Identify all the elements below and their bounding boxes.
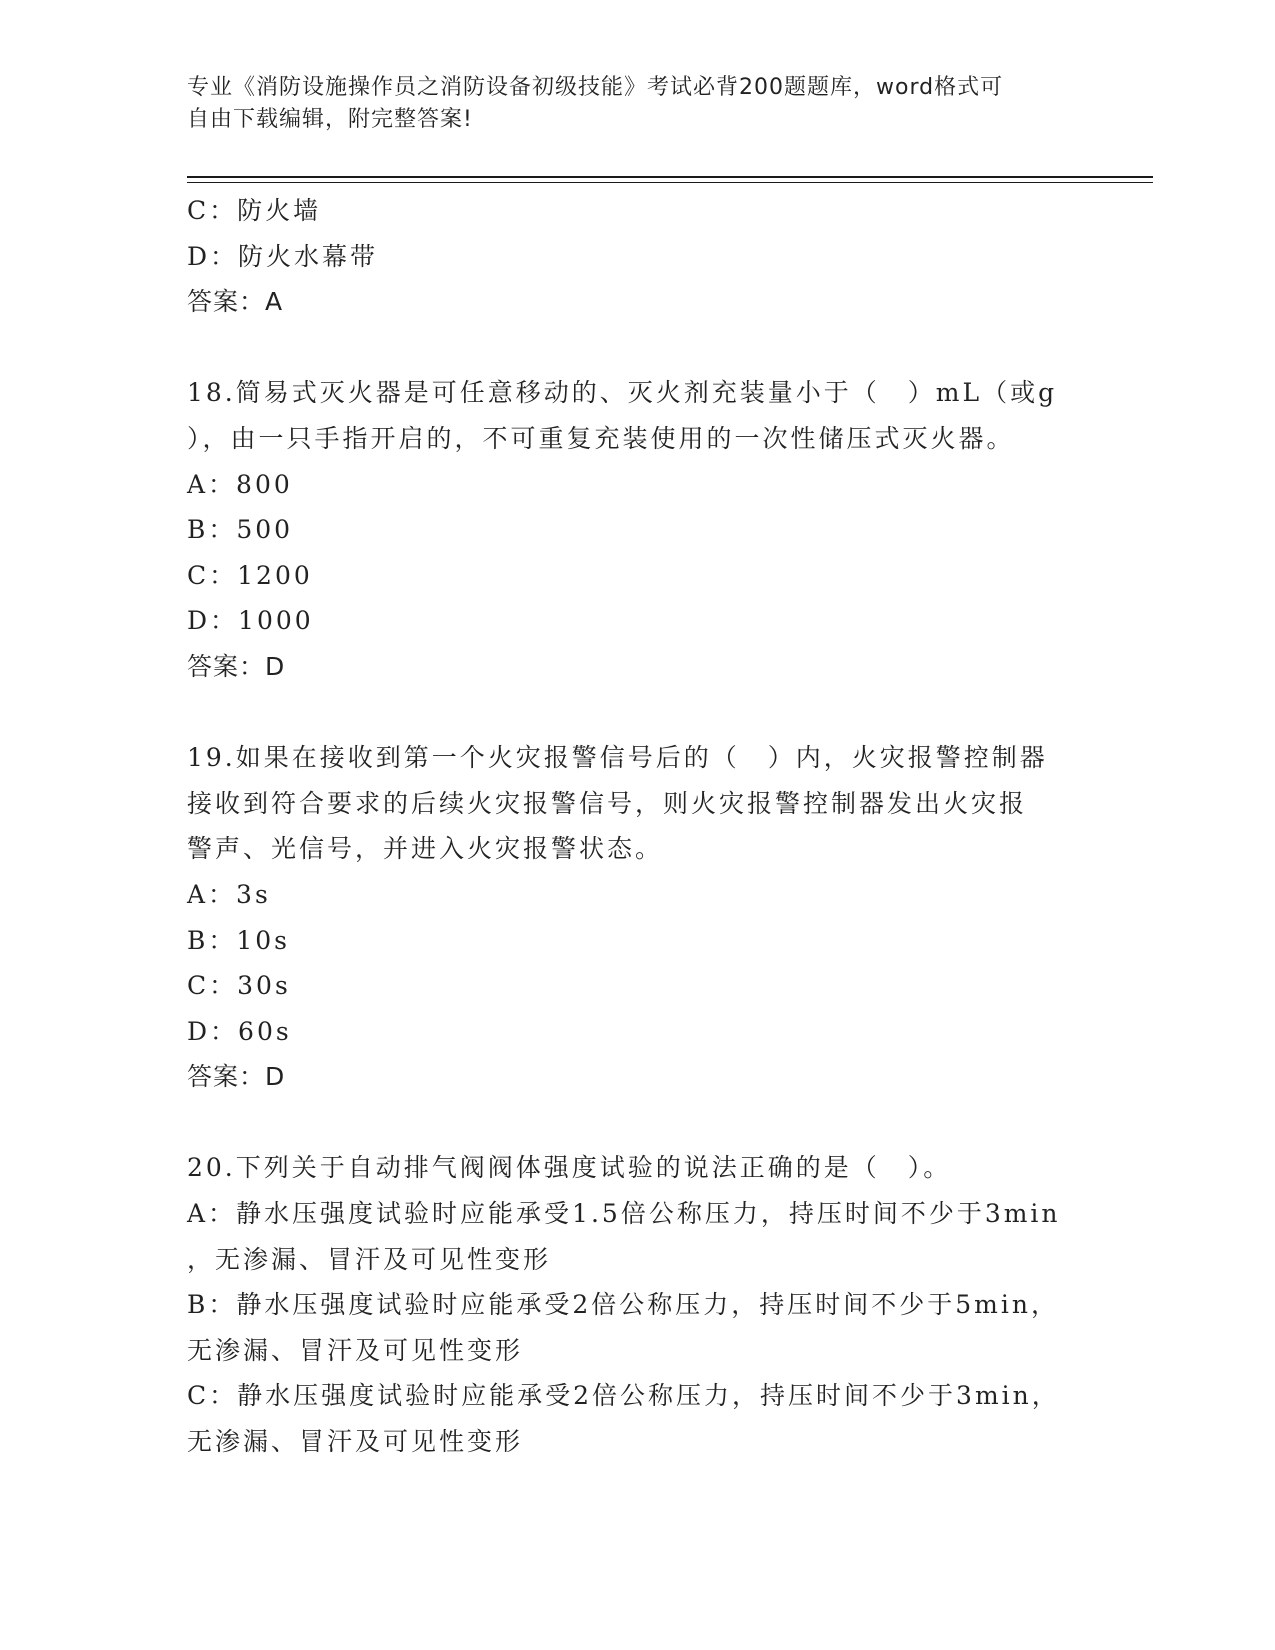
q17-option-c: C：防火墙 [187, 196, 322, 225]
q18-option-b: B：500 [187, 515, 294, 545]
q19-stem-line-2: 接收到符合要求的后续火灾报警信号，则火灾报警控制器发出火灾报 [187, 788, 1028, 818]
question-20 [187, 1145, 1087, 1464]
page-header [187, 72, 1067, 136]
q19-option-a: A：3s [187, 879, 271, 909]
header-rule-thick [187, 176, 1153, 178]
q20-option-b-line-1: B：静水压强度试验时应能承受2倍公称压力，持压时间不少于5min， [187, 1290, 1059, 1320]
question-19 [187, 735, 1087, 1100]
q18-option-a: A：800 [187, 469, 293, 499]
q20-option-a-line-2: ，无渗漏、冒汗及可见性变形 [187, 1244, 552, 1274]
header-line-1: 专业《消防设施操作员之消防设备初级技能》考试必背200题题库，word格式可 [187, 75, 1004, 100]
q19-option-b: B：10s [187, 925, 291, 955]
question-content [187, 188, 1087, 1465]
spacer [187, 1100, 1087, 1146]
spacer [187, 325, 1087, 371]
q20-option-c-line-2: 无渗漏、冒汗及可见性变形 [187, 1427, 524, 1457]
q19-stem-line-3: 警声、光信号，并进入火灾报警状态。 [187, 834, 664, 864]
header-rule-thin [187, 182, 1153, 183]
q20-stem-line-1: 20.下列关于自动排气阀阀体强度试验的说法正确的是（ ）。 [187, 1153, 952, 1183]
q18-stem-line-1: 18.简易式灭火器是可任意移动的、灭火剂充装量小于（ ）mL（或g [187, 378, 1058, 408]
header-line-2: 自由下载编辑，附完整答案! [187, 107, 473, 132]
q18-stem-line-2: ），由一只手指开启的，不可重复充装使用的一次性储压式灭火器。 [187, 423, 1015, 453]
q19-answer: 答案：D [187, 1062, 286, 1092]
q19-stem-line-1: 19.如果在接收到第一个火灾报警信号后的（ ）内，火灾报警控制器 [187, 743, 1048, 773]
spacer [187, 690, 1087, 736]
q18-answer: 答案：D [187, 651, 286, 681]
q19-option-d: D：60s [187, 1016, 292, 1046]
question-17 [187, 188, 1087, 325]
q19-option-c: C：30s [187, 971, 291, 1001]
q20-option-b-line-2: 无渗漏、冒汗及可见性变形 [187, 1335, 524, 1365]
q18-option-c: C：1200 [187, 560, 313, 590]
question-18 [187, 370, 1087, 689]
q17-answer: 答案：A [187, 287, 284, 317]
q18-option-d: D：1000 [187, 606, 314, 636]
q20-option-c-line-1: C：静水压强度试验时应能承受2倍公称压力，持压时间不少于3min， [187, 1381, 1060, 1411]
q20-option-a-line-1: A：静水压强度试验时应能承受1.5倍公称压力，持压时间不少于3min [187, 1199, 1061, 1229]
q17-option-d: D：防火水幕带 [187, 241, 379, 271]
